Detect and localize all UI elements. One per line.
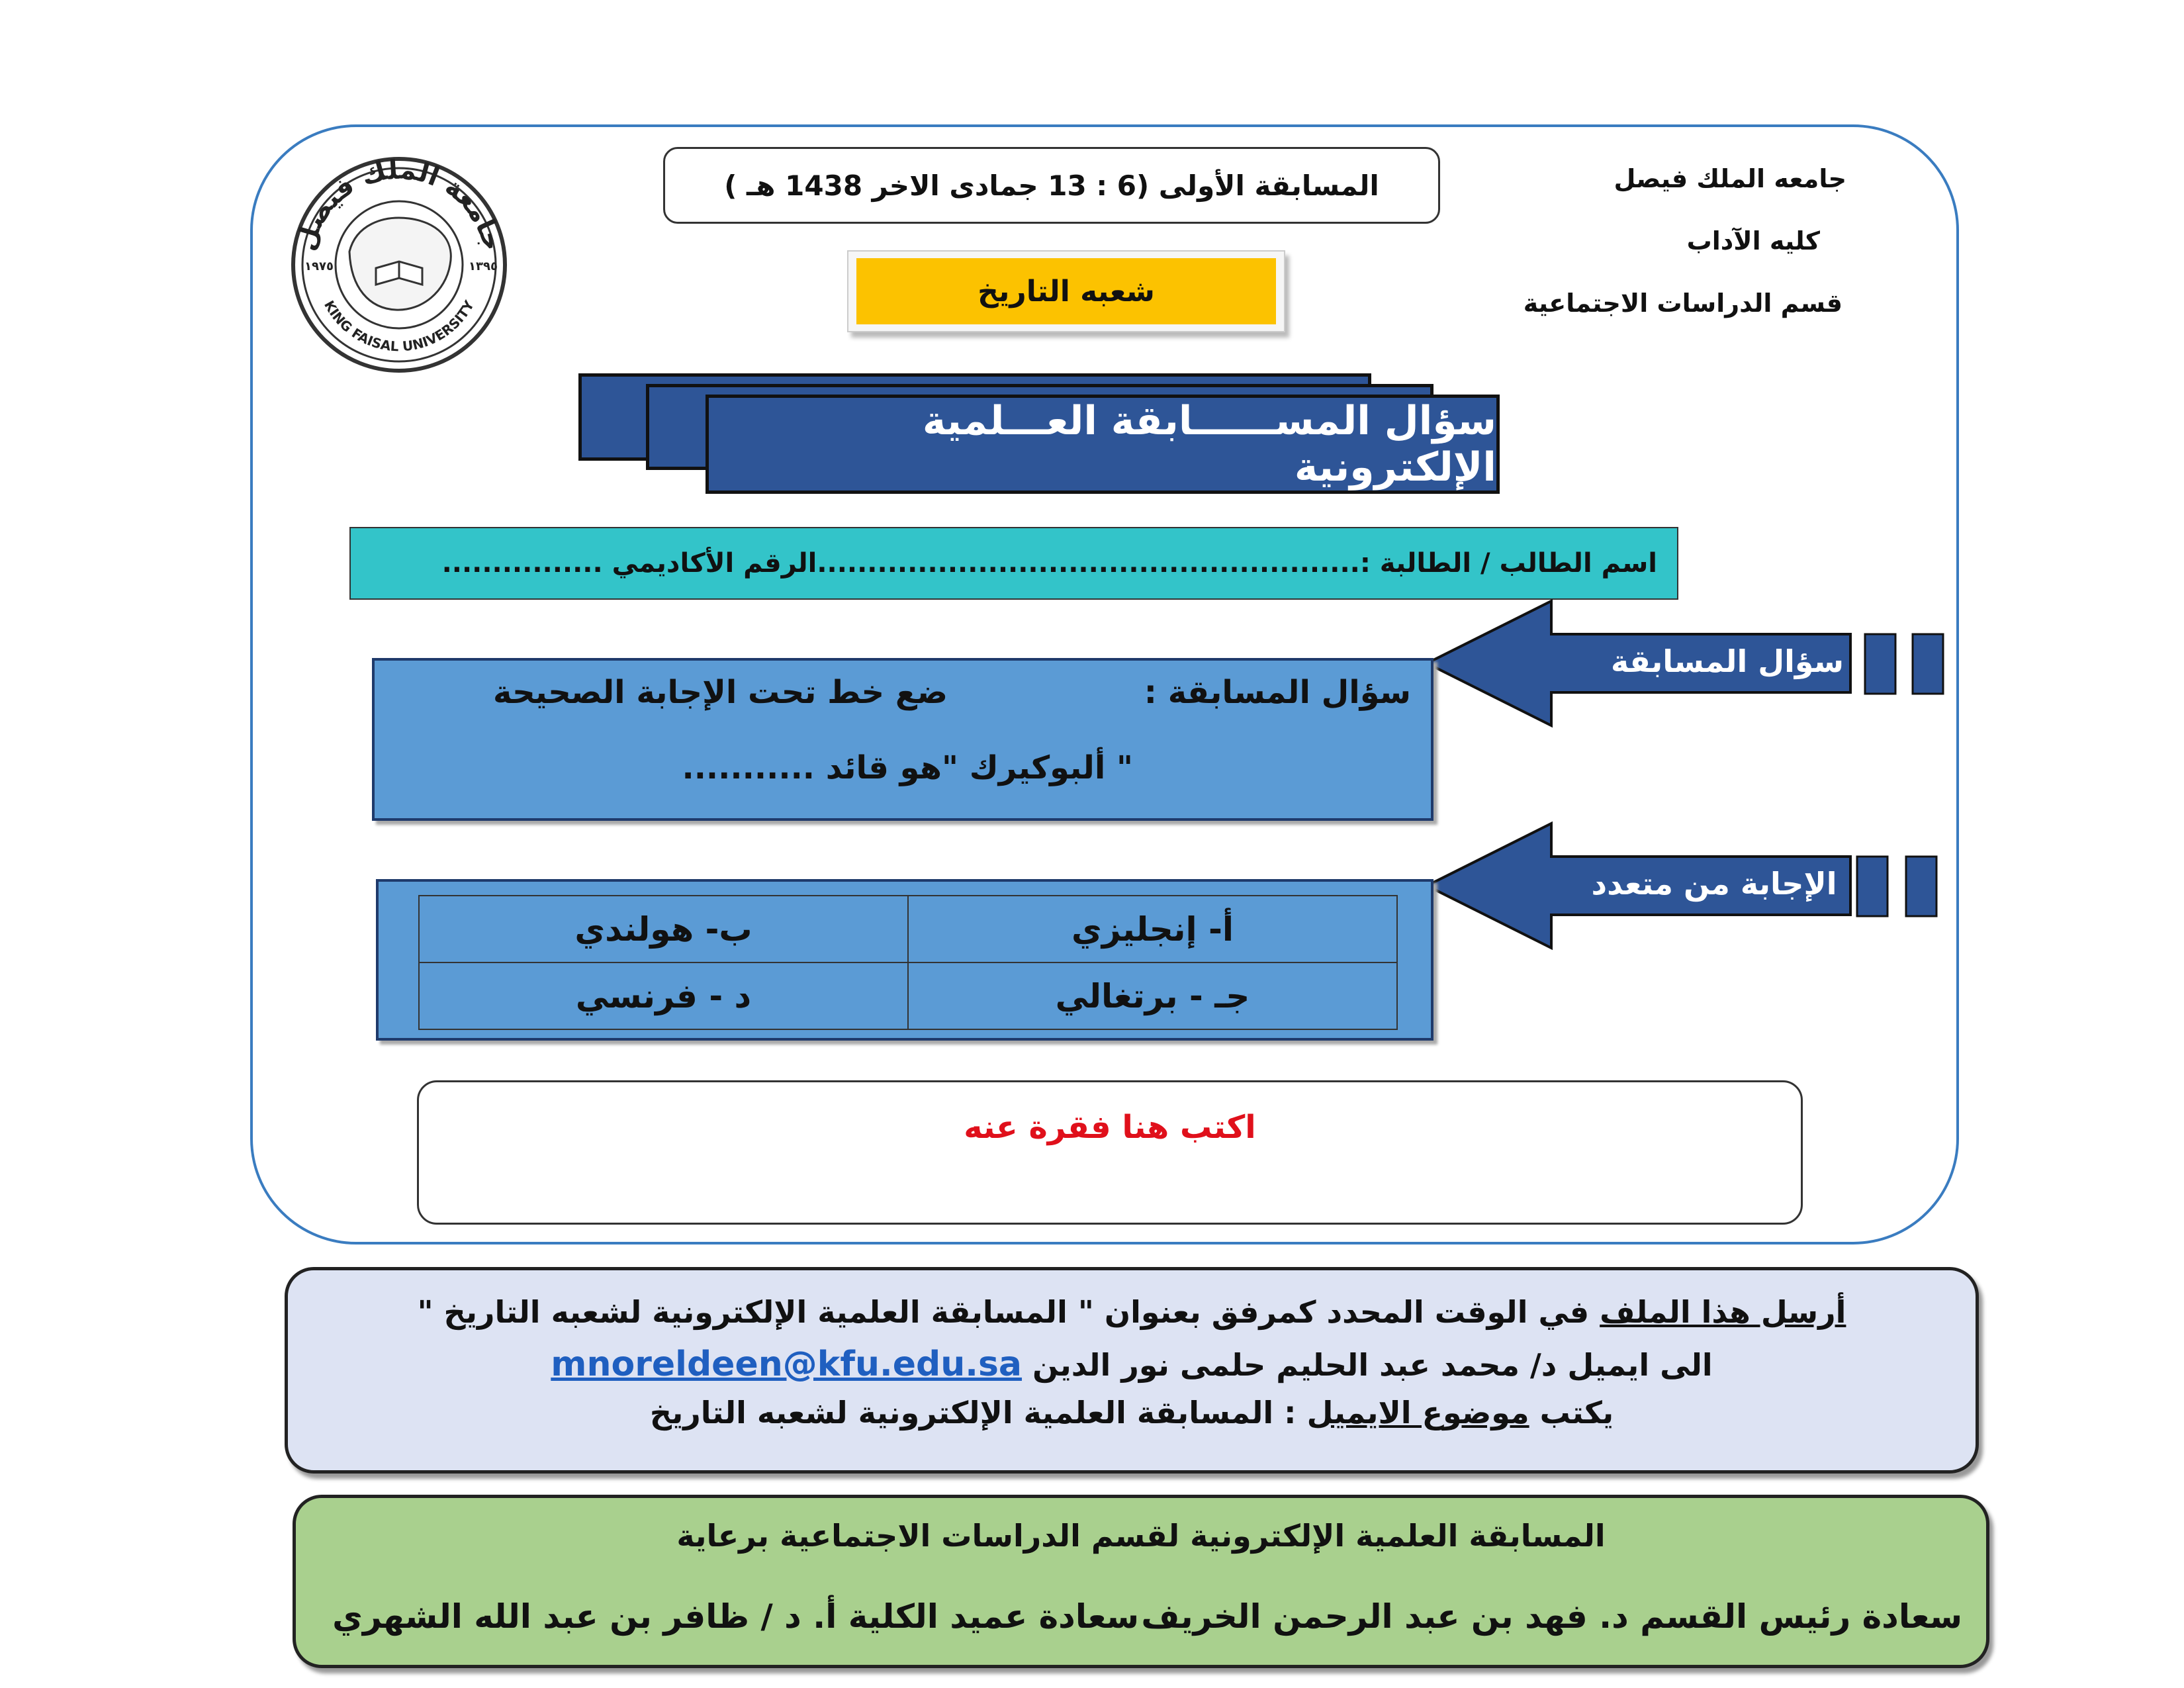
- question-box: [372, 658, 1433, 821]
- answer-option-c[interactable]: جـ - برتغالي: [908, 962, 1397, 1029]
- question-text: " ألبوكيرك "هو قائد ...........: [682, 749, 1133, 786]
- student-info-line: اسم الطالب / الطالبة :......................................................الرقم الأكاديمي ................: [441, 548, 1657, 579]
- answers-table: [418, 895, 1398, 1030]
- answers-box: [376, 879, 1433, 1041]
- student-info-bar: [349, 527, 1678, 600]
- logo-arabic-name: جامعة الملك فيصل: [290, 154, 508, 254]
- answer-paragraph-box[interactable]: [417, 1080, 1803, 1225]
- answer-option-b[interactable]: ب- هولندي: [419, 896, 908, 962]
- write-prompt: اكتب هنا فقرة عنه: [964, 1109, 1256, 1146]
- banner-title-box: [705, 395, 1500, 494]
- logo-year-right: ١٣٩٥: [469, 259, 498, 273]
- answers-side-label: الإجابة من متعدد: [1582, 859, 1846, 908]
- answer-option-d[interactable]: د - فرنسي: [419, 962, 908, 1029]
- sponsor-heading: المسابقة العلمية الإلكترونية لقسم الدراسات الاجتماعية برعاية: [676, 1518, 1606, 1554]
- logo-year-left: ١٩٧٥: [304, 259, 334, 273]
- email-address-link[interactable]: mnoreldeen@kfu.edu.sa: [551, 1344, 1023, 1384]
- email-line2: الى ايميل د/ محمد عبد الحليم حلمى نور الدين: [1022, 1347, 1713, 1383]
- division-title: شعبه التاريخ: [978, 274, 1155, 308]
- logo-english-name: KING FAISAL UNIVERSITY: [320, 297, 478, 355]
- competition-date: المسابقة الأولى (6 : 13 جمادى الاخر 1438 هـ ): [724, 169, 1379, 202]
- email-line3-start: يكتب: [1529, 1395, 1614, 1430]
- question-label: سؤال المسابقة :: [1144, 674, 1411, 711]
- email-line1-emphasis: أرسل هذا الملف: [1600, 1294, 1846, 1330]
- department-name: قسم الدراسات الاجتماعية: [1523, 289, 1843, 318]
- email-subject-label: موضوع الايميل: [1306, 1395, 1529, 1430]
- division-box: [847, 250, 1285, 332]
- question-instruction: ضع خط تحت الإجابة الصحيحة: [492, 674, 948, 711]
- university-logo: [277, 152, 522, 377]
- question-side-label: سؤال المسابقة: [1615, 637, 1840, 686]
- email-line3-rest: : المسابقة العلمية الإلكترونية لشعبه التاريخ: [649, 1395, 1307, 1430]
- email-line1-rest: في الوقت المحدد كمرفق بعنوان " المسابقة العلمية الإلكترونية لشعبه التاريخ ": [417, 1294, 1600, 1330]
- answer-option-a[interactable]: أ- إنجليزي: [908, 896, 1397, 962]
- university-name: جامعه الملك فيصل: [1614, 164, 1846, 193]
- email-instructions-panel: [285, 1267, 1979, 1474]
- sponsor-head-of-department: سعادة رئيس القسم د. فهد بن عبد الرحمن الخريف: [1141, 1597, 1962, 1636]
- competition-date-box: [663, 147, 1440, 224]
- college-name: كليه الآداب: [1686, 226, 1820, 256]
- banner-title: سؤال المســــــابقة العـــلمية الإلكترونية: [922, 398, 1496, 491]
- sponsor-panel: [293, 1495, 1989, 1668]
- sponsor-dean: سعادة عميد الكلية أ. د / ظافر بن عبد الله الشهري: [332, 1597, 1139, 1636]
